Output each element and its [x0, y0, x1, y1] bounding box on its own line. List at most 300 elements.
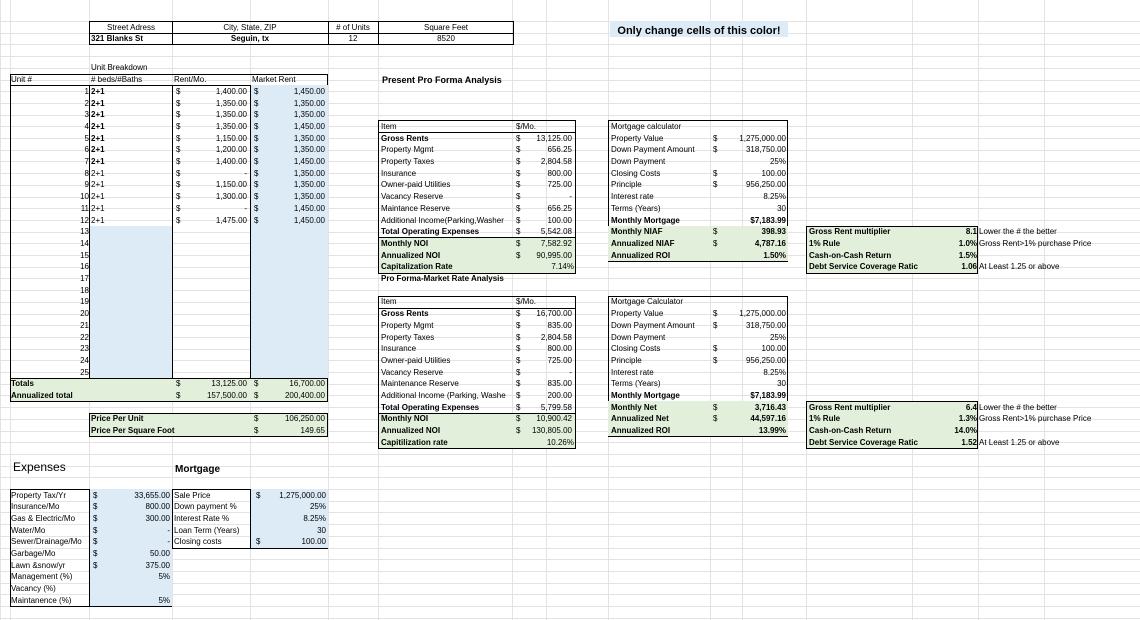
mortgage-row-label-text: Monthly Mortgage [611, 215, 680, 225]
pro-forma-item-value [547, 355, 572, 365]
mortgage-row-label-text: Principle [611, 355, 642, 365]
currency-symbol-text: $ [176, 98, 181, 108]
mortgage-row-value [745, 355, 786, 365]
unit-number [84, 86, 89, 96]
expense-value[interactable] [167, 536, 170, 547]
currency-symbol-text: $ [93, 502, 98, 512]
currency-symbol-text: $ [713, 402, 718, 412]
per-month-header-text: $/Mo. [516, 121, 537, 131]
city-state-zip-value[interactable] [230, 33, 270, 44]
price-per-unit-label-text: Price Per Unit [91, 414, 144, 424]
mortgage-row-value [763, 250, 786, 260]
pro-forma-item-value-text: 100.00 [547, 215, 572, 225]
mortgage-row-value-text: 30 [777, 203, 786, 213]
item-header-text: Item [381, 297, 397, 307]
annualized-noi-value [531, 425, 572, 436]
mortgage-row-value [769, 332, 786, 342]
metric-label [809, 437, 918, 447]
market-rent-value[interactable] [293, 109, 325, 120]
beds-baths-value[interactable] [91, 144, 105, 155]
currency-symbol [516, 250, 521, 260]
mortgage-input-value[interactable] [317, 525, 326, 535]
mortgage-row-value [763, 191, 786, 202]
pro-forma-item-value-text: 16,700.00 [536, 309, 572, 319]
currency-symbol-text: $ [93, 525, 98, 535]
unit-number-text: 15 [80, 250, 89, 260]
currency-symbol [176, 133, 181, 143]
mortgage-row-label-text: Terms (Years) [611, 379, 661, 389]
pro-forma-item-label-text: Owner-paid Utilities [381, 355, 451, 365]
expense-label [11, 501, 60, 512]
unit-number-text: 6 [84, 145, 89, 155]
expense-value[interactable] [145, 501, 170, 512]
mortgage-input-value[interactable] [279, 490, 326, 500]
currency-symbol-text: $ [93, 490, 98, 500]
pro-forma-item-label-text: Insurance [381, 344, 417, 354]
rent-value-text: - [244, 168, 247, 178]
expense-label [11, 525, 46, 535]
market-rent-value-text: 1,350.00 [293, 192, 325, 202]
market-rent-value[interactable] [293, 133, 325, 143]
expense-label-text: Insurance/Mo [11, 502, 60, 512]
market-rent-value[interactable] [293, 86, 325, 96]
pro-forma-item-label [381, 308, 429, 319]
beds-baths-value-text: 2+1 [91, 203, 105, 213]
annualized-noi-label-text: Annualized NOI [381, 426, 441, 436]
mortgage-row-value-text: 25% [769, 332, 786, 342]
metric-note-text: Gross Rent>1% purchase Price [979, 414, 1092, 424]
units-count-value-text: 12 [348, 34, 358, 44]
currency-symbol [516, 425, 521, 436]
metric-value [958, 250, 977, 260]
expense-value[interactable] [158, 595, 170, 605]
rent-value-text: 1,150.00 [215, 180, 247, 190]
pro-forma-item-label-text: Maintance Reserve [381, 203, 450, 213]
unit-number [80, 355, 89, 365]
pro-forma-item-value-text: 200.00 [547, 391, 572, 401]
mortgage-row-label [611, 343, 661, 354]
pro-forma-item-value-text: 725.00 [547, 355, 572, 365]
pro-forma-item-label-text: Total Operating Expenses [381, 402, 480, 412]
monthly-noi-label-text: Monthly NOI [381, 238, 429, 248]
mortgage-calculator-title [611, 296, 684, 307]
expense-value[interactable] [134, 490, 170, 500]
rent-value[interactable] [215, 133, 247, 143]
pro-forma-item-label [381, 390, 506, 401]
market-rent-value-text: 1,350.00 [293, 110, 325, 120]
price-per-sqft-label [91, 425, 175, 436]
currency-symbol [93, 490, 98, 500]
street-address-value[interactable] [91, 33, 144, 44]
currency-symbol-text: $ [516, 192, 521, 202]
mortgage-row-label [611, 203, 661, 213]
unit-number-text: 2 [84, 98, 89, 108]
expenses-title [13, 460, 66, 475]
mortgage-row-label-text: Down Payment Amount [611, 320, 695, 330]
market-rent-value[interactable] [293, 179, 325, 190]
beds-baths-value[interactable] [91, 121, 105, 131]
annual-rent [206, 390, 247, 401]
totals-market-rent-text: 16,700.00 [289, 379, 325, 389]
per-month-header-text: $/Mo. [516, 297, 537, 307]
pro-forma-item-value-text: 835.00 [547, 379, 572, 389]
beds-baths-value[interactable] [91, 168, 105, 178]
currency-symbol [516, 343, 521, 354]
monthly-noi-label-text: Monthly NOI [381, 414, 429, 424]
beds-baths-value[interactable] [91, 98, 105, 108]
currency-symbol-text: $ [516, 157, 521, 167]
rent-value[interactable] [215, 215, 247, 225]
currency-symbol-text: $ [93, 513, 98, 523]
unit-number-text: 1 [84, 86, 89, 96]
mortgage-row-label [611, 179, 642, 190]
metric-value-text: 14.0% [954, 426, 977, 436]
currency-symbol-text: $ [713, 414, 718, 424]
metric-label-text: 1% Rule [809, 414, 841, 424]
mortgage-row-label [611, 191, 654, 202]
currency-symbol-text: $ [516, 227, 521, 237]
market-rent-value[interactable] [293, 215, 325, 225]
cap-rate-value [551, 261, 574, 272]
pro-forma-item-value [547, 203, 572, 213]
market-rent-value-text: 1,350.00 [293, 133, 325, 143]
market-rent-value-text: 1,450.00 [293, 86, 325, 96]
currency-symbol [516, 238, 521, 248]
currency-symbol [176, 179, 181, 190]
rent-value[interactable] [244, 203, 247, 213]
metric-label-text: Cash-on-Cash Return [809, 250, 892, 260]
price-per-sqft-label-text: Price Per Square Foot [91, 426, 175, 436]
mortgage-input-label-text: Sale Price [174, 490, 211, 500]
mortgage-title-text: Mortgage [175, 463, 220, 475]
market-rent-value[interactable] [293, 98, 325, 108]
pro-forma-item-value [547, 343, 572, 354]
currency-symbol-text: $ [713, 133, 718, 143]
mortgage-row-value [769, 156, 786, 167]
item-header [381, 121, 397, 131]
mortgage-row-value-text: 8.25% [763, 367, 786, 377]
market-rent-value[interactable] [293, 168, 325, 178]
pro-forma-item-label-text: Owner-paid Utilities [381, 180, 451, 190]
market-rent-value[interactable] [293, 144, 325, 155]
expense-label-text: Gas & Electric/Mo [11, 513, 76, 523]
pro-forma-item-value-text: - [569, 367, 572, 377]
unit-number-text: 3 [84, 110, 89, 120]
pro-forma-item-label [381, 156, 435, 167]
currency-symbol-text: $ [713, 145, 718, 155]
currency-symbol-text: $ [93, 560, 98, 570]
mortgage-row-label [611, 413, 669, 424]
pro-forma-item-label-text: Maintenance Reserve [381, 379, 459, 389]
unit-number [80, 250, 89, 260]
rent-value-text: 1,350.00 [215, 121, 247, 131]
mortgage-input-value[interactable] [303, 513, 326, 523]
annualized-noi-value-text: 90,995.00 [536, 250, 572, 260]
mortgage-row-value-text: 956,250.00 [745, 180, 786, 190]
mortgage-input-label-text: Interest Rate % [174, 513, 230, 523]
beds-baths-value[interactable] [91, 191, 105, 202]
mortgage-row-value [777, 203, 786, 213]
currency-symbol-text: $ [713, 238, 718, 248]
unit-number [84, 121, 89, 131]
pro-forma-item-label [381, 332, 435, 342]
pro-forma-item-label-text: Gross Rents [381, 133, 429, 143]
unit-number [84, 179, 89, 190]
mortgage-row-value-text: 4,787.16 [754, 238, 786, 248]
currency-symbol [713, 355, 718, 365]
square-feet-value[interactable] [437, 33, 455, 44]
unit-number [80, 285, 89, 295]
currency-symbol-text: $ [516, 332, 521, 342]
pro-forma-item-label [381, 320, 434, 330]
currency-symbol-text: $ [254, 168, 259, 178]
mortgage-row-value [739, 308, 786, 319]
pro-forma-item-label-text: Total Operating Expenses [381, 227, 480, 237]
rent-value[interactable] [215, 86, 247, 96]
rent-value[interactable] [215, 98, 247, 108]
rent-value-text: 1,400.00 [215, 157, 247, 167]
pro-forma-item-label-text: Gross Rents [381, 309, 429, 319]
cap-rate-value-text: 7.14% [551, 262, 574, 272]
rent-value[interactable] [244, 168, 247, 178]
metric-value-text: 1.3% [958, 414, 977, 424]
pro-forma-item-value [547, 215, 572, 225]
beds-baths-value[interactable] [91, 109, 105, 120]
pro-forma-item-label-text: Property Taxes [381, 157, 435, 167]
market-rent-value[interactable] [293, 191, 325, 202]
pro-forma-item-label [381, 179, 451, 190]
currency-symbol-text: $ [516, 414, 521, 424]
expense-value[interactable] [145, 560, 170, 570]
currency-symbol [516, 203, 521, 213]
currency-symbol [516, 179, 521, 190]
mortgage-row-value-text: 318,750.00 [745, 320, 786, 330]
rent-value[interactable] [215, 179, 247, 190]
annualized-noi-value [536, 250, 572, 260]
mortgage-row-value-text: $7,183.99 [750, 391, 786, 401]
currency-symbol [256, 536, 261, 547]
mortgage-row-label [611, 355, 642, 365]
rent-value[interactable] [215, 156, 247, 167]
mortgage-row-label-text: Property Value [611, 309, 664, 319]
property-header-text: Street Adress [106, 22, 156, 32]
mortgage-row-value [761, 168, 786, 178]
unit-number [84, 133, 89, 143]
cap-rate-label-text: Capitilization rate [381, 437, 448, 447]
currency-symbol-text: $ [176, 133, 181, 143]
currency-symbol [516, 144, 521, 155]
units-count-value[interactable] [348, 33, 358, 44]
annualized-total-label-text: Annualized total [11, 391, 73, 401]
mortgage-row-label [611, 238, 675, 248]
currency-symbol [176, 86, 181, 96]
pro-forma-item-label-text: Property Taxes [381, 332, 435, 342]
beds-baths-value-text: 2+1 [91, 215, 105, 225]
pro-forma-item-value-text: 5,542.08 [540, 227, 572, 237]
mortgage-row-label [611, 378, 661, 389]
rent-value-text: 1,400.00 [215, 86, 247, 96]
beds-baths-value[interactable] [91, 86, 105, 96]
currency-symbol-text: $ [254, 426, 259, 436]
currency-symbol [93, 560, 98, 570]
unit-number [80, 296, 89, 307]
price-per-sqft-text: 149.65 [300, 426, 325, 436]
expense-label [11, 513, 76, 523]
currency-symbol [176, 98, 181, 108]
expense-value[interactable] [149, 548, 170, 558]
mortgage-calculator-title-text: Mortgage calculator [611, 121, 682, 131]
metric-label [809, 413, 841, 424]
currency-symbol-text: $ [516, 238, 521, 248]
mortgage-row-value-text: 25% [769, 157, 786, 167]
unit-number-text: 4 [84, 121, 89, 131]
metric-label [809, 250, 892, 260]
unit-number-text: 17 [80, 274, 89, 284]
expenses-title-text: Expenses [13, 460, 66, 475]
beds-baths-value[interactable] [91, 156, 105, 167]
beds-baths-value-text: 2+1 [91, 157, 105, 167]
mortgage-input-value[interactable] [301, 536, 326, 547]
expense-label [11, 560, 66, 570]
rent-value[interactable] [215, 121, 247, 131]
annualized-noi-label [381, 250, 441, 260]
mortgage-row-value-text: 100.00 [761, 168, 786, 178]
unit-number-text: 21 [80, 320, 89, 330]
metric-note [979, 402, 1057, 412]
currency-symbol [713, 168, 718, 178]
expense-label-text: Garbage/Mo [11, 549, 56, 558]
currency-symbol-text: $ [176, 203, 181, 213]
currency-symbol-text: $ [254, 203, 259, 213]
metric-value [958, 238, 977, 248]
mortgage-row-value [750, 215, 786, 225]
market-rent-value[interactable] [293, 203, 325, 213]
metric-label-text: Cash-on-Cash Return [809, 426, 892, 436]
pro-forma-item-value-text: 656.25 [547, 145, 572, 155]
currency-symbol-text: $ [516, 426, 521, 436]
currency-symbol-text: $ [254, 157, 259, 167]
currency-symbol-text: $ [176, 157, 181, 167]
rent-value[interactable] [215, 109, 247, 120]
beds-baths-value[interactable] [91, 203, 105, 213]
expense-label-text: Property Tax/Yr [11, 490, 66, 500]
pro-forma-item-label [381, 367, 444, 377]
currency-symbol [713, 413, 718, 424]
market-rent-value-text: 1,350.00 [293, 145, 325, 155]
expense-value-text: 800.00 [145, 502, 170, 512]
column-divider [172, 21, 173, 44]
currency-symbol-text: $ [176, 391, 181, 401]
pro-forma-item-value [569, 367, 572, 377]
currency-symbol [176, 156, 181, 167]
unit-number [80, 238, 89, 248]
pro-forma-item-value [536, 133, 572, 143]
mortgage-row-value [754, 238, 786, 248]
unit-number-text: 7 [84, 157, 89, 167]
currency-symbol-text: $ [254, 86, 259, 96]
unit-number [84, 98, 89, 108]
pro-forma-item-label-text: Vacancy Reserve [381, 367, 444, 377]
totals-label-text: Totals [11, 379, 34, 389]
metric-value-text: 1.5% [958, 250, 977, 260]
mortgage-input-value[interactable] [309, 501, 326, 512]
beds-baths-value[interactable] [91, 215, 105, 225]
currency-symbol [254, 413, 259, 424]
beds-baths-value[interactable] [91, 179, 105, 190]
unit-number-text: 13 [80, 227, 89, 237]
cap-rate-label [381, 261, 453, 272]
unit-number [80, 191, 89, 202]
beds-baths-value-text: 2+1 [91, 133, 105, 143]
mortgage-input-value-text: 100.00 [301, 537, 326, 547]
mortgage-row-value-text: 1.50% [763, 250, 786, 260]
rent-value[interactable] [215, 191, 247, 202]
currency-symbol [254, 121, 259, 131]
beds-baths-value[interactable] [91, 133, 105, 143]
mortgage-input-label [174, 490, 211, 500]
expense-value[interactable] [167, 525, 170, 535]
currency-symbol-text: $ [254, 98, 259, 108]
metric-value-text: 1.06 [961, 262, 977, 272]
beds-baths-header [91, 74, 143, 85]
annualized-noi-value-text: 130,805.00 [531, 426, 572, 436]
mortgage-row-label-text: Closing Costs [611, 168, 661, 178]
mortgage-row-label [611, 156, 666, 167]
currency-symbol-text: $ [176, 215, 181, 225]
expense-value[interactable] [158, 571, 170, 582]
currency-symbol [254, 203, 259, 213]
market-rent-value[interactable] [293, 156, 325, 167]
currency-symbol [713, 402, 718, 412]
currency-symbol [176, 144, 181, 155]
metric-label [809, 261, 918, 272]
currency-symbol-text: $ [176, 180, 181, 190]
mortgage-row-label [611, 367, 654, 377]
currency-symbol-text: $ [254, 215, 259, 225]
totals-rent-text: 13,125.00 [211, 379, 247, 389]
pro-forma-item-label [381, 203, 450, 213]
metric-note [979, 226, 1057, 237]
column-divider [89, 489, 90, 606]
beds-baths-value-text: 2+1 [91, 180, 105, 190]
expense-value[interactable] [145, 513, 170, 523]
rent-value[interactable] [215, 144, 247, 155]
metric-label [809, 402, 891, 412]
pro-forma-item-value [540, 226, 572, 237]
currency-symbol [254, 86, 259, 96]
unit-number [80, 226, 89, 237]
currency-symbol [93, 513, 98, 523]
currency-symbol [254, 390, 259, 401]
unit-number [80, 203, 89, 213]
currency-symbol-text: $ [713, 355, 718, 365]
market-rent-header [252, 74, 296, 85]
pro-forma-item-label [381, 343, 417, 354]
annual-rent-text: 157,500.00 [206, 391, 247, 401]
metric-value [954, 425, 977, 436]
mortgage-row-label-text: Down Payment [611, 157, 666, 167]
currency-symbol-text: $ [93, 549, 98, 558]
market-rent-value[interactable] [293, 121, 325, 131]
pro-forma-item-label [381, 402, 480, 412]
currency-symbol-text: $ [254, 110, 259, 120]
currency-symbol-text: $ [516, 168, 521, 178]
currency-symbol-text: $ [516, 379, 521, 389]
currency-symbol [254, 109, 259, 120]
pro-forma-item-value [547, 320, 572, 330]
annual-market-rent-text: 200,400.00 [284, 391, 325, 401]
pro-forma-item-label-text: Additional Income(Parking,Washer [381, 215, 504, 225]
